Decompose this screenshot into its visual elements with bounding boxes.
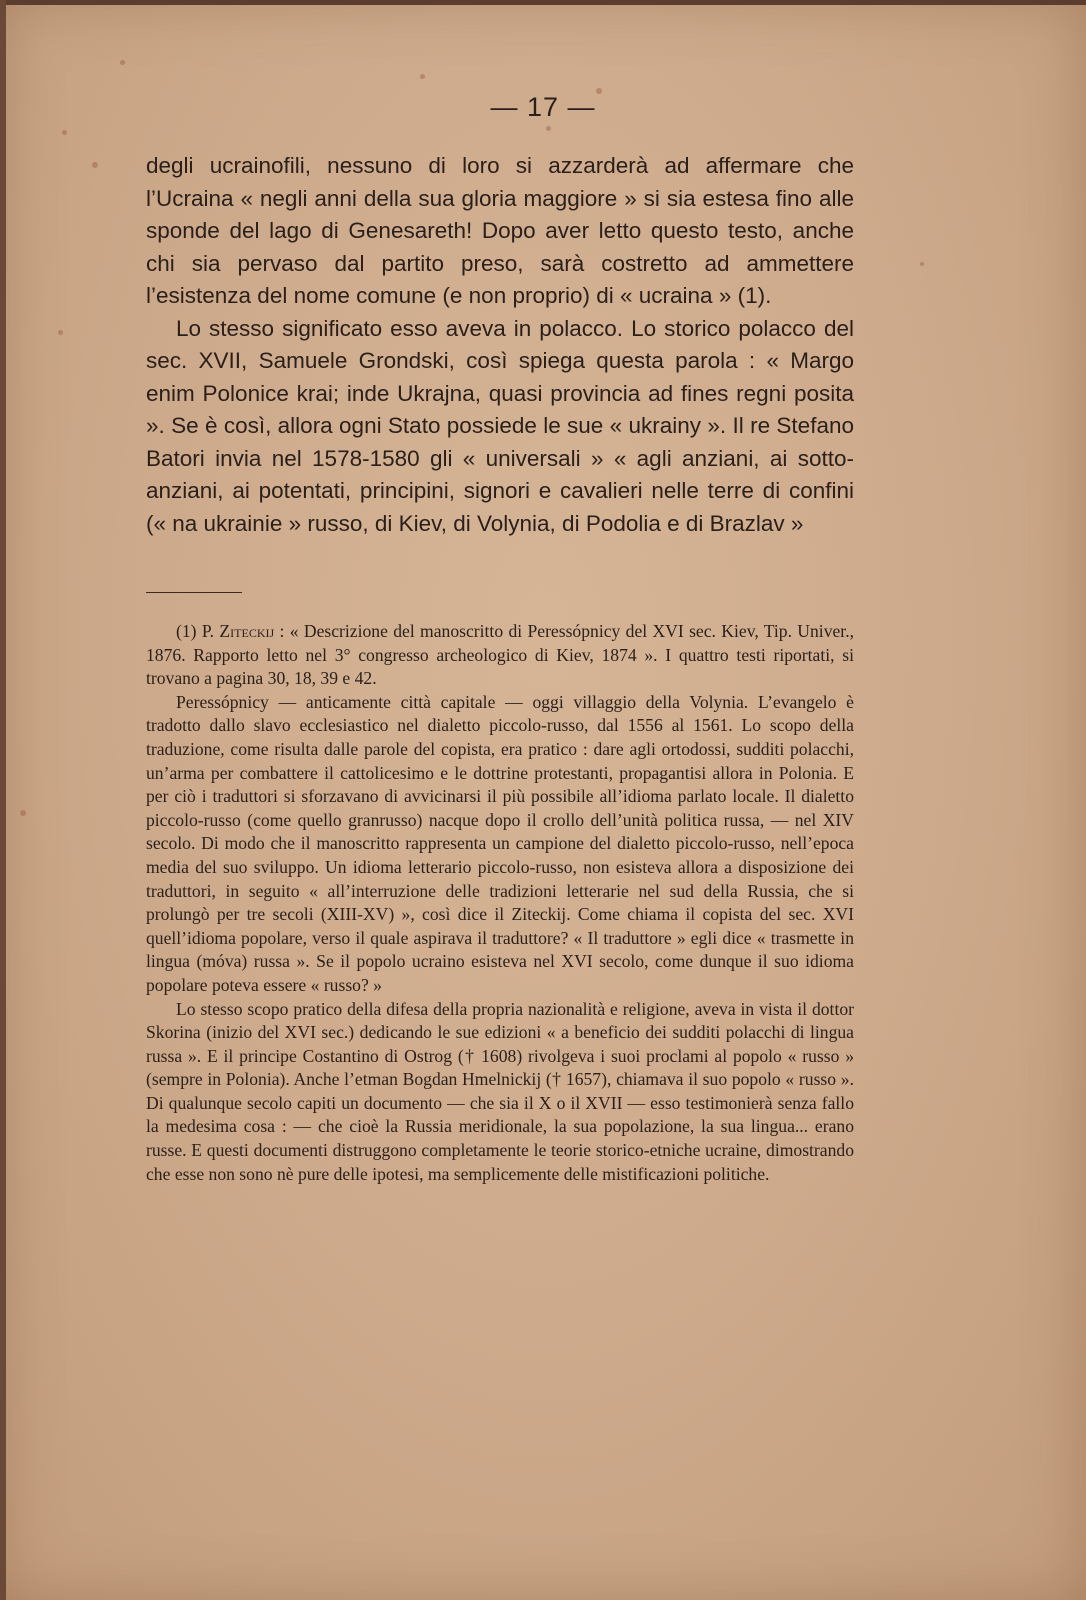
footnote-1 <box>146 620 854 691</box>
footnotes <box>146 620 854 1186</box>
paper-speck <box>546 126 551 131</box>
paper-speck <box>120 60 125 65</box>
page-left-edge <box>0 0 6 1600</box>
paper-speck <box>92 162 98 168</box>
footnote-paragraph: Peressópnicy — anticamente città capitale — oggi villaggio della Volynia. L’evangelo è tradotto dallo slavo ecclesiastico nel dialetto piccolo-russo, dal 1556 al 1561. Lo scopo della traduzione, come risulta dalle parole del copista, era pratico : dare agli ortodossi, sudditi polacchi, un’arma per combattere il cattolicesimo e le dottrine protestanti, propagantisi allora in Polonia. E per ciò i traduttori si sforzavano di avvicinarsi il più possibile all’idioma parlato locale. Il dialetto piccolo-russo (come quello granrusso) nacque dopo il crollo dell’unità politica russa, — nel XIV secolo. Di modo che il manoscritto rappresenta un campione del dialetto piccolo-russo, nell’epoca media del suo sviluppo. Un idioma letterario piccolo-russo, non esisteva allora a disposizione dei traduttori, in seguito « all’interruzione delle tradizioni letterarie nel sud della Russia, che si prolungò per tre secoli (XIII-XV) », così dice il Ziteckij. Come chiama il copista del sec. XVI quell’idioma popolare, verso il quale aspirava il traduttore? « Il traduttore » egli dice « trasmette in lingua (móva) russa ». Se il popolo ucraino esisteva nel XVI secolo, come dunque il suo idioma popolare poteva essere « russo? » <box>146 691 854 995</box>
footnote-paragraph: Lo stesso scopo pratico della difesa della propria nazionalità e religione, aveva in vista il dottor Skorina (inizio del XVI sec.) dedicando le sue edizioni « a beneficio dei sudditi polacchi di lingua russa ». E il principe Costantino di Ostrog († 1608) rivolgeva i suoi proclami al popolo « russo » (sempre in Polonia). Anche l’etman Bogdan Hmelnickij († 1657), chiamava il suo popolo « russo ». Di qualunque secolo capiti un documento — che sia il X o il XVII — esso testimonierà senza fallo la medesima cosa : — che cioè la Russia meridionale, la sua popolazione, la sua lingua... erano russe. E questi documenti distruggono completamente le teorie storico-etniche ucraine, dimostrando che esse non sono nè pure delle ipotesi, ma semplicemente delle mistificazioni politiche. <box>146 998 854 1184</box>
footnote-author: Ziteckij <box>219 621 275 641</box>
main-body-text <box>146 150 854 540</box>
footnote-separator <box>146 592 242 593</box>
paper-speck <box>58 330 63 335</box>
paper-speck <box>20 810 26 816</box>
page-top-edge <box>0 0 1086 5</box>
paper-speck <box>420 74 425 79</box>
footnote-citation: : « Descrizione del manoscritto di Peressópnicy del XVI sec. Kiev, Tip. Univer., 1876. Rapporto letto nel 3° congresso archeologico di Kiev, 1874 ». I quattro testi riportati, si trovano a pagina 30, 18, 39 e 42. <box>146 621 854 689</box>
main-paragraph: degli ucrainofili, nessuno di loro si azzarderà ad affermare che l’Ucraina « negli anni della sua gloria maggiore » si sia estesa fino alle sponde del lago di Genesareth! Dopo aver letto questo testo, anche chi sia pervaso dal partito preso, sarà costretto ad ammettere l’esistenza del nome comune (e non proprio) di « ucraina » (1). <box>146 153 854 308</box>
page-number: — 17 — <box>490 92 596 122</box>
paper-speck <box>920 262 924 266</box>
paper-speck <box>62 130 67 135</box>
main-paragraph: Lo stesso significato esso aveva in polacco. Lo storico polacco del sec. XVII, Samuele Grondski, così spiega questa parola : « Margo enim Polonice krai; inde Ukrajna, quasi provincia ad fines regni posita ». Se è così, allora ogni Stato possiede le sue « ukrainy ». Il re Stefano Batori invia nel 1578-1580 gli « universali » « agli anziani, ai sotto-anziani, ai potentati, principini, signori e cavalieri nelle terre di confini (« na ukrainie » russo, di Kiev, di Volynia, di Podolia e di Brazlav » <box>146 315 854 536</box>
footnote-marker: (1) P. <box>176 621 220 641</box>
